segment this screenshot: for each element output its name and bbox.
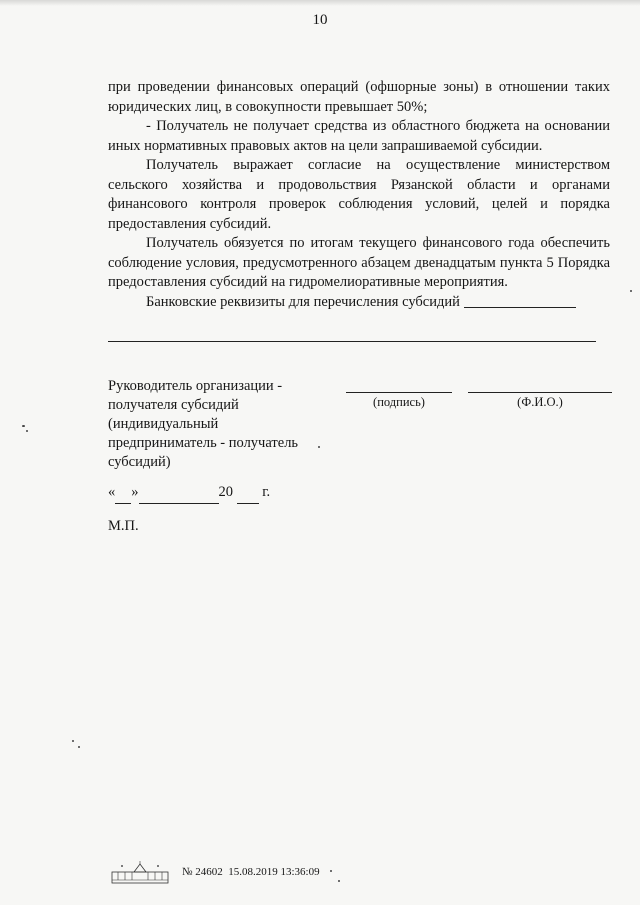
body-text <box>108 78 610 312</box>
head-line-2: получателя субсидий <box>108 397 239 413</box>
head-of-organization-label <box>108 377 328 472</box>
paragraph-consent: Получатель выражает согласие на осуществление министерством сельского хозяйства и продовольствия Рязанской области и органами финансового контроля проверок соблюдения условий, целей и порядка предоставления субсидий. <box>108 157 610 232</box>
month-blank[interactable] <box>139 486 219 504</box>
head-line-5: субсидий) <box>108 454 171 470</box>
year-suffix: г. <box>262 484 271 500</box>
date-open-quote: « <box>108 484 116 500</box>
full-name-caption: (Ф.И.О.) <box>517 395 563 409</box>
date-close-quote: » <box>131 484 139 500</box>
scan-speck <box>330 870 332 872</box>
signature-caption: (подпись) <box>373 395 425 409</box>
signature-line[interactable] <box>346 392 452 393</box>
head-line-1: Руководитель организации - <box>108 378 283 394</box>
bank-details-label: Банковские реквизиты для перечисления субсидий <box>146 293 460 310</box>
registration-footer <box>110 860 350 884</box>
scan-speck <box>72 740 74 742</box>
full-name-line[interactable] <box>468 392 612 393</box>
bank-details-blank[interactable] <box>464 307 576 308</box>
head-line-3: (индивидуальный <box>108 416 219 432</box>
scan-speck <box>318 446 320 448</box>
registration-timestamp: 15.08.2019 13:36:09 <box>228 866 320 878</box>
registration-number: № 24602 <box>182 866 223 878</box>
page-number: 10 <box>312 12 328 28</box>
date-field <box>108 484 270 504</box>
registration-info <box>182 866 320 878</box>
year-prefix: 20 <box>218 484 233 500</box>
paragraph-offshore: при проведении финансовых операций (офшорные зоны) в отношении таких юридических лиц, в совокупности превышает 50%; <box>108 79 610 115</box>
scan-top-edge <box>0 0 640 6</box>
day-blank[interactable] <box>115 486 131 504</box>
paragraph-obligation: Получатель обязуется по итогам текущего финансового года обеспечить соблюдение условия, предусмотренного абзацем двенадцатым пункта 5 Порядка предоставления субсидий на гидромелиоративные мероприятия. <box>108 235 610 290</box>
scan-speck <box>26 430 28 432</box>
year-blank[interactable] <box>237 486 259 504</box>
bank-details-line[interactable] <box>108 341 596 342</box>
seal-place-label: М.П. <box>108 518 139 534</box>
paragraph-bank-details <box>108 293 610 313</box>
scan-speck <box>22 425 25 427</box>
scan-speck <box>630 290 632 292</box>
scan-speck <box>338 880 340 882</box>
building-stamp-icon <box>110 860 170 884</box>
head-line-4: предприниматель - получатель <box>108 435 299 451</box>
scan-speck <box>78 746 80 748</box>
paragraph-no-other-funds: - Получатель не получает средства из областного бюджета на основании иных нормативных правовых актов на цели запрашиваемой субсидии. <box>108 118 610 154</box>
